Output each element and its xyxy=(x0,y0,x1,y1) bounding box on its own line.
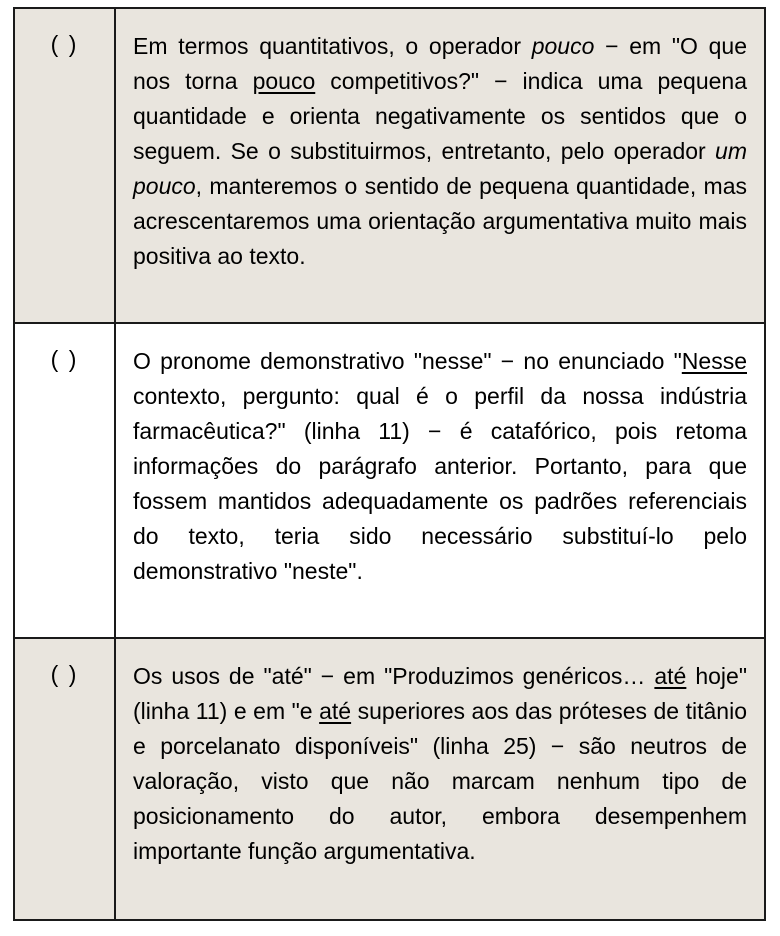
statement-row-1 xyxy=(15,9,764,324)
answer-mark-cell-2[interactable] xyxy=(15,324,116,637)
answer-mark: ( ) xyxy=(50,346,79,372)
answer-mark-cell-1[interactable] xyxy=(15,9,116,322)
text-segment: hoje" (linha 11) e em "e xyxy=(133,663,747,724)
statement-row-3 xyxy=(15,639,764,919)
italic-term: pouco xyxy=(531,33,595,59)
statement-text-1 xyxy=(116,9,764,322)
statement-text-2 xyxy=(116,324,764,637)
answer-mark: ( ) xyxy=(50,31,79,57)
text-segment: − em "O que nos torna xyxy=(133,33,747,94)
underlined-term: Nesse xyxy=(681,348,747,374)
text-segment: Em termos quantitativos, o operador xyxy=(133,33,532,59)
underlined-term: até xyxy=(319,698,352,724)
answer-mark: ( ) xyxy=(50,661,79,687)
true-false-table xyxy=(13,7,766,921)
text-segment: competitivos?" − indica uma pequena quantidade e orienta negativamente os sentidos que o seguem. Se o substituirmos, entretanto, pelo operador xyxy=(133,68,747,164)
statement-row-2 xyxy=(15,324,764,639)
text-segment: , manteremos o sentido de pequena quantidade, mas acrescentaremos uma orientação argumentativa muito mais positiva ao texto. xyxy=(133,173,747,269)
text-segment: superiores aos das próteses de titânio e porcelanato disponíveis" (linha 25) − são neutros de valoração, visto que não marcam nenhum tipo de posicionamento do autor, embora desempenhem importante função argumentativa. xyxy=(133,698,747,864)
underlined-term: até xyxy=(654,663,687,689)
underlined-term: pouco xyxy=(252,68,316,94)
text-segment: contexto, pergunto: qual é o perfil da nossa indústria farmacêutica?" (linha 11) − é catafórico, pois retoma informações do parágrafo anterior. Portanto, para que fossem mantidos adequadamente os padrões referenciais do texto, teria sido necessário substituí-lo pelo demonstrativo "neste". xyxy=(133,383,747,584)
text-segment: Os usos de "até" − em "Produzimos genéricos… xyxy=(133,663,655,689)
answer-mark-cell-3[interactable] xyxy=(15,639,116,919)
statement-text-3 xyxy=(116,639,764,919)
text-segment: O pronome demonstrativo "nesse" − no enunciado " xyxy=(133,348,682,374)
italic-term: um pouco xyxy=(133,138,747,199)
